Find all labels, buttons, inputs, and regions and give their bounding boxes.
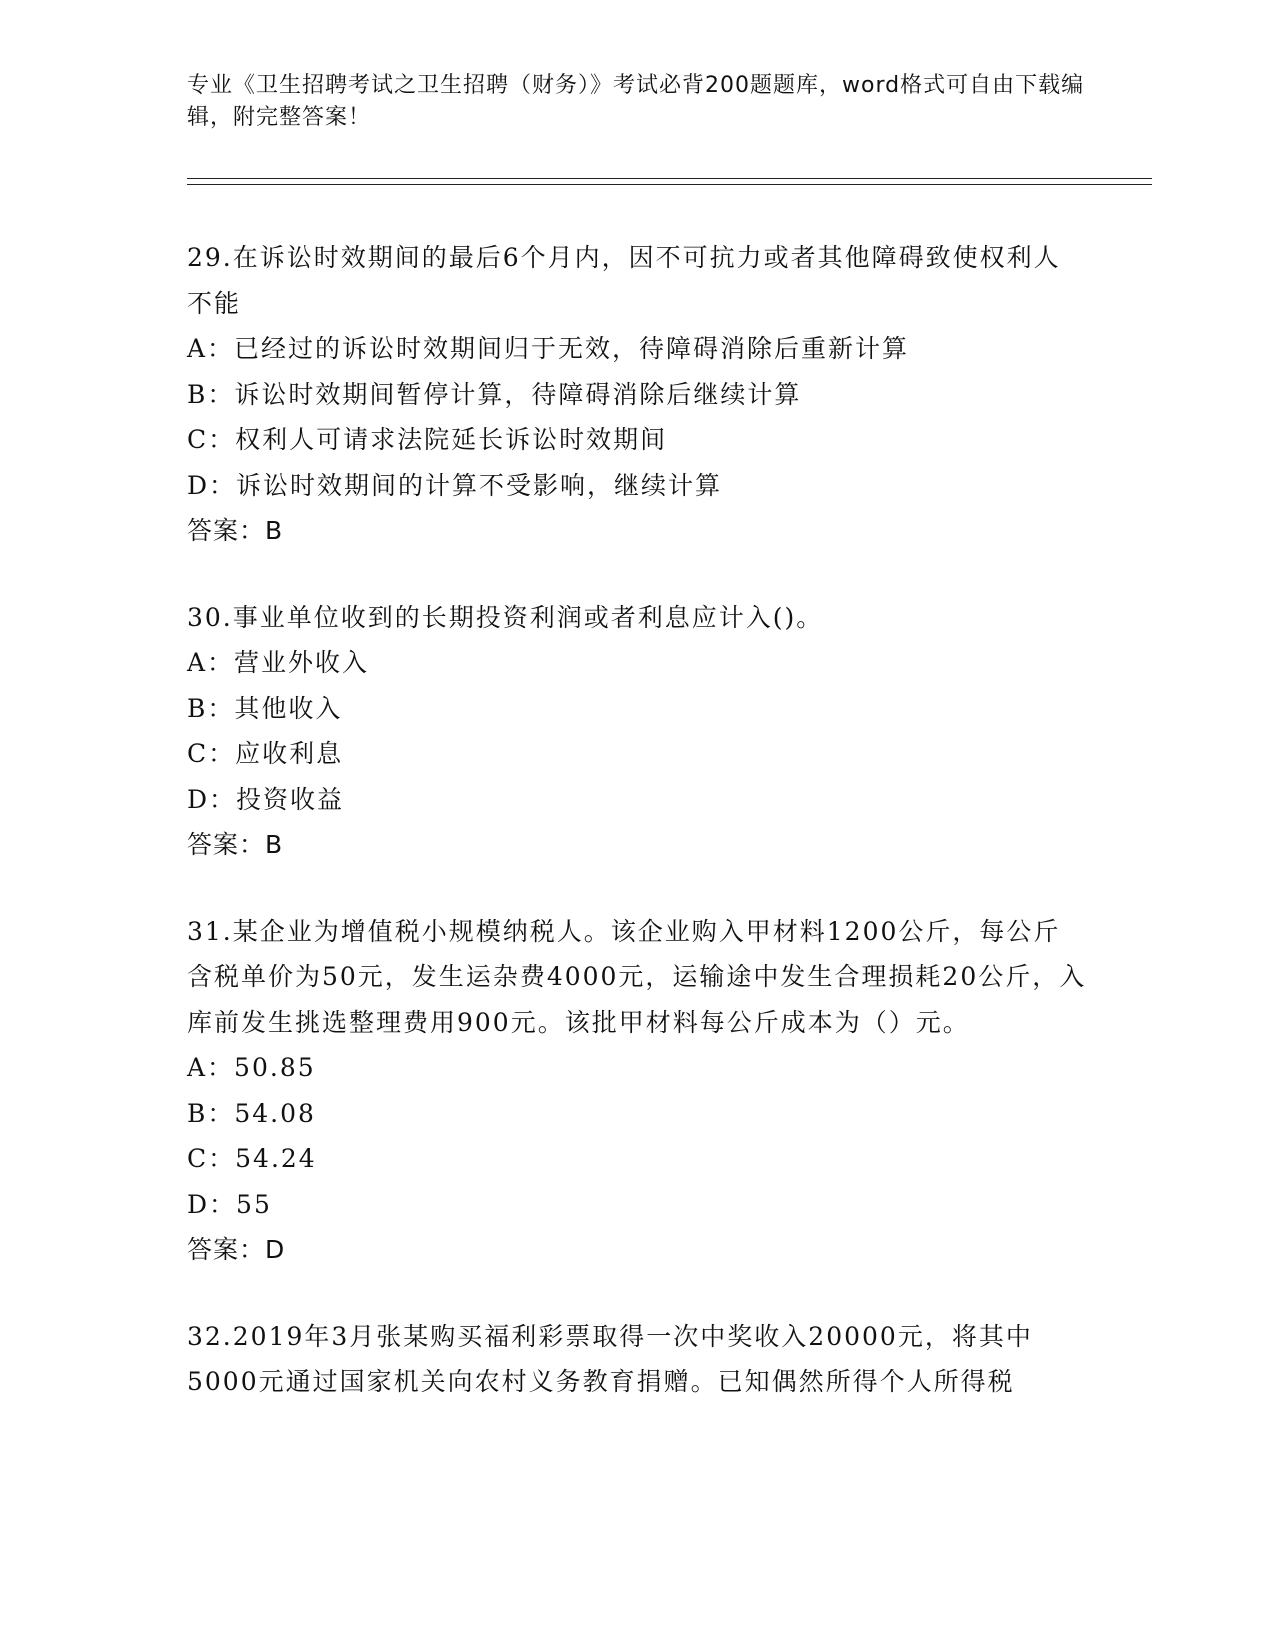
option-b: B：诉讼时效期间暂停计算，待障碍消除后继续计算 (187, 379, 802, 409)
option-d: D：诉讼时效期间的计算不受影响，继续计算 (187, 470, 723, 500)
question-29 (187, 235, 1087, 554)
question-text: 29.在诉讼时效期间的最后6个月内，因不可抗力或者其他障碍致使权利人不能 (187, 243, 1061, 318)
option-a: A：营业外收入 (187, 648, 370, 677)
answer: 答案：B (187, 830, 284, 859)
question-text: 31.某企业为增值税小规模纳税人。该企业购入甲材料1200公斤，每公斤含税单价为50元，发生运杂费4000元，运输途中发生合理损耗20公斤，入库前发生挑选整理费用900元。该批甲材料每公斤成本为（）元。 (187, 916, 1087, 1037)
question-32 (187, 1314, 1087, 1405)
option-b: B：其他收入 (187, 693, 343, 723)
answer: 答案：D (187, 1235, 286, 1264)
question-30 (187, 595, 1087, 868)
option-a: A：50.85 (187, 1053, 316, 1082)
option-c: C：54.24 (187, 1144, 317, 1173)
question-text: 30.事业单位收到的长期投资利润或者利息应计入()。 (187, 602, 824, 632)
option-a: A：已经过的诉讼时效期间归于无效，待障碍消除后重新计算 (187, 334, 910, 363)
question-text: 32.2019年3月张某购买福利彩票取得一次中奖收入20000元，将其中5000元通过国家机关向农村义务教育捐赠。已知偶然所得个人所得税 (187, 1321, 1033, 1396)
question-31 (187, 909, 1087, 1273)
option-c: C：权利人可请求法院延长诉讼时效期间 (187, 425, 668, 454)
option-c: C：应收利息 (187, 739, 344, 768)
option-b: B：54.08 (187, 1098, 316, 1128)
answer: 答案：B (187, 516, 284, 545)
header-divider (187, 178, 1152, 185)
question-list (187, 235, 1087, 1446)
option-d: D：投资收益 (187, 784, 345, 814)
option-d: D：55 (187, 1189, 272, 1219)
document-header: 专业《卫生招聘考试之卫生招聘（财务）》考试必背200题题库，word格式可自由下载编辑，附完整答案！ (187, 73, 1085, 130)
